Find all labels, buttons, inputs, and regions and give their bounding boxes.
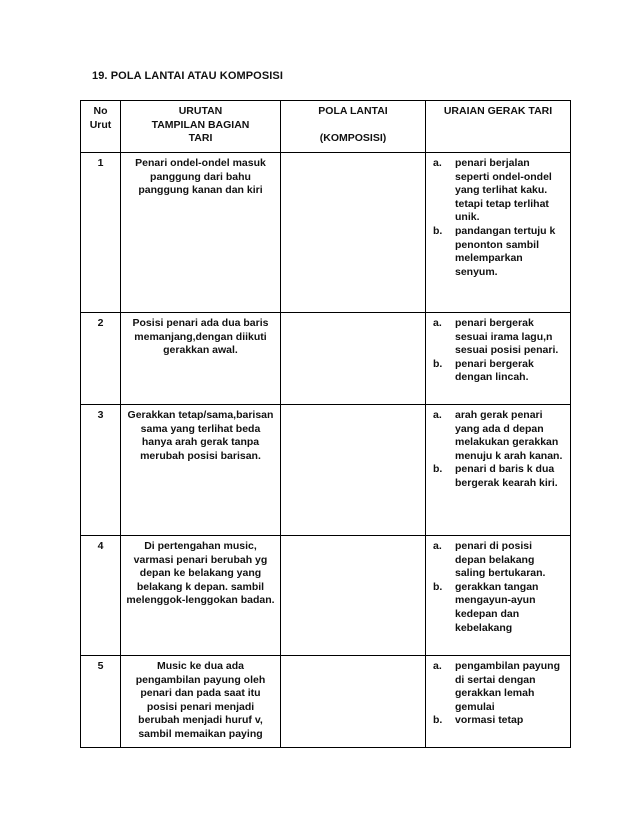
table-row xyxy=(81,313,571,405)
row-urutan-text: Gerakkan tetap/sama,barisan sama yang terlihat beda hanya arah gerak tanpa merubah posisi barisan. xyxy=(121,405,281,536)
uraian-list xyxy=(431,157,565,279)
row-pola-cell xyxy=(281,153,426,313)
row-pola-cell xyxy=(281,313,426,405)
header-uraian-gerak: URAIAN GERAK TARI xyxy=(426,101,571,153)
uraian-list xyxy=(431,660,565,728)
row-number: 2 xyxy=(81,313,121,405)
row-pola-cell xyxy=(281,405,426,536)
table-header-row xyxy=(81,101,571,153)
table-row xyxy=(81,405,571,536)
row-number: 4 xyxy=(81,536,121,656)
row-uraian-cell xyxy=(426,656,571,748)
list-item: a. penari di posisi depan belakang saling bertukaran. xyxy=(433,540,546,580)
uraian-list xyxy=(431,409,565,491)
uraian-list xyxy=(431,317,565,385)
list-item: b. pandangan tertuju k penonton sambil melemparkan senyum. xyxy=(433,224,556,278)
row-pola-cell xyxy=(281,656,426,748)
komposisi-table xyxy=(80,100,571,748)
row-uraian-cell xyxy=(426,405,571,536)
row-uraian-cell xyxy=(426,536,571,656)
row-urutan-text: Posisi penari ada dua baris memanjang,dengan diikuti gerakkan awal. xyxy=(121,313,281,405)
list-item: b. gerakkan tangan mengayun-ayun kedepan dan kebelakang xyxy=(433,580,539,634)
table-row xyxy=(81,153,571,313)
row-uraian-cell xyxy=(426,313,571,405)
row-number: 1 xyxy=(81,153,121,313)
row-urutan-text: Di pertengahan music, varmasi penari berubah yg depan ke belakang yang belakang k depan. sambil melenggok-lenggokan badan. xyxy=(121,536,281,656)
row-number: 5 xyxy=(81,656,121,748)
row-number: 3 xyxy=(81,405,121,536)
document-title: 19. POLA LANTAI ATAU KOMPOSISI xyxy=(92,70,284,82)
row-uraian-cell xyxy=(426,153,571,313)
list-item: a. penari berjalan seperti ondel-ondel yang terlihat kaku. tetapi tetap terlihat unik. xyxy=(433,157,552,224)
table-row xyxy=(81,536,571,656)
header-no-urut: No Urut xyxy=(81,101,121,153)
list-item: b. vormasi tetap xyxy=(433,714,524,727)
list-item: a. arah gerak penari yang ada d depan melakukan gerakkan menuju k arah kanan. xyxy=(433,409,563,462)
row-urutan-text: Music ke dua ada pengambilan payung oleh penari dan pada saat itu posisi penari menjadi berubah menjadi huruf v, sambil memaikan paying xyxy=(121,656,281,748)
row-pola-cell xyxy=(281,536,426,656)
table-row xyxy=(81,656,571,748)
list-item: b. penari bergerak dengan lincah. xyxy=(433,357,534,384)
list-item: a. pengambilan payung di sertai dengan gerakkan lemah gemulai xyxy=(433,660,561,713)
list-item: a. penari bergerak sesuai irama lagu,n sesuai posisi penari. xyxy=(433,317,559,357)
header-pola-lantai: POLA LANTAI (KOMPOSISI) xyxy=(281,101,426,153)
row-urutan-text: Penari ondel-ondel masuk panggung dari bahu panggung kanan dan kiri xyxy=(121,153,281,313)
header-urutan: URUTAN TAMPILAN BAGIAN TARI xyxy=(121,101,281,153)
uraian-list xyxy=(431,540,565,635)
list-item: b. penari d baris k dua bergerak kearah kiri. xyxy=(433,463,558,489)
